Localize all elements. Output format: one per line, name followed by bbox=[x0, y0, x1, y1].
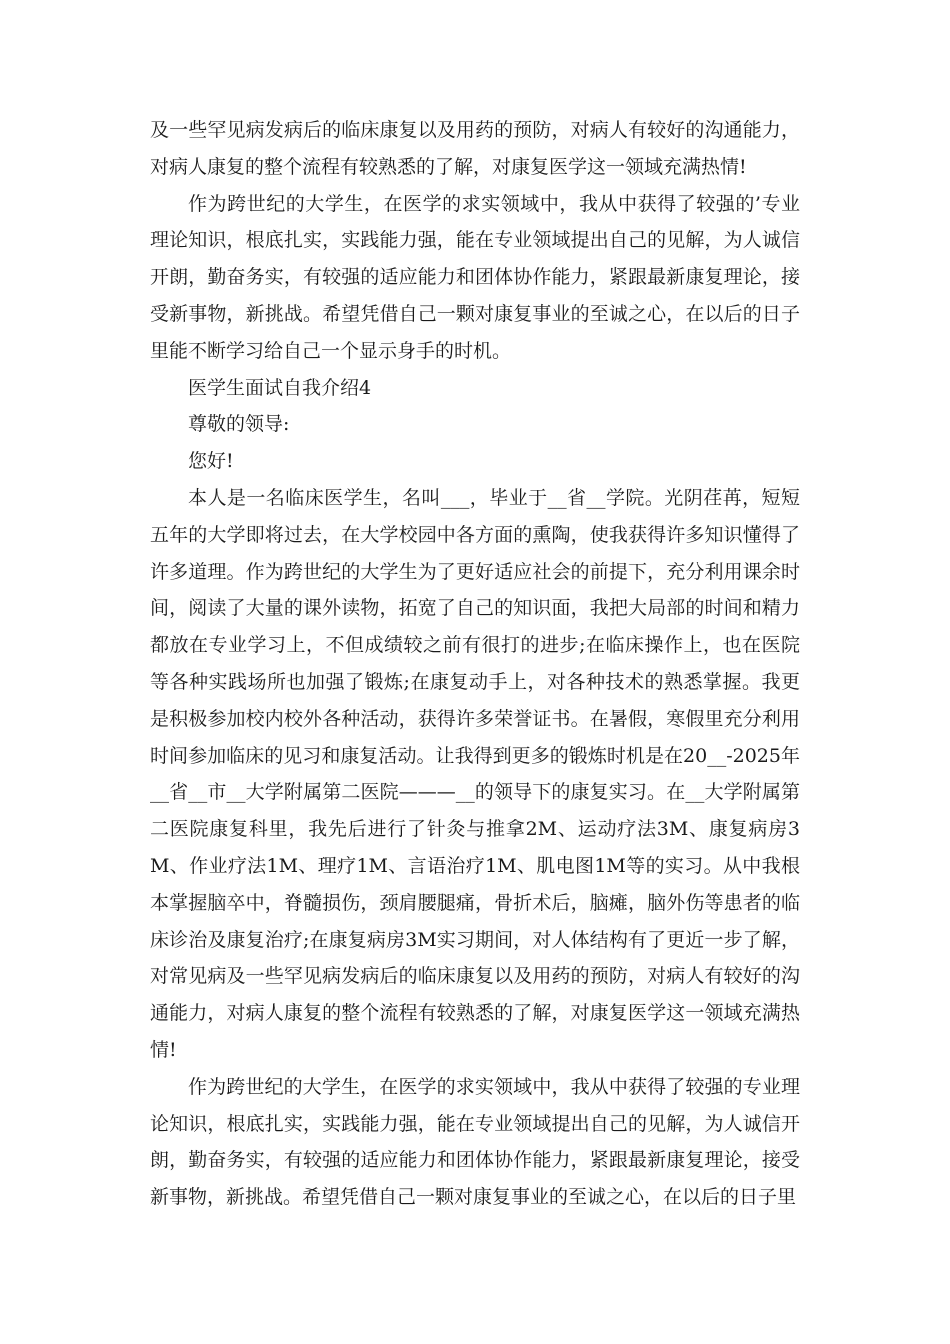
paragraph-body: 本人是一名临床医学生，名叫___，毕业于__省__学院。光阴荏苒，短短五年的大学即将过去，在大学校园中各方面的熏陶，使我获得许多知识懂得了许多道理。作为跨世纪的大学生为了更好适应社会的前提下，充分利用课余时间，阅读了大量的课外读物，拓宽了自己的知识面，我把大局部的时间和精力都放在专业学习上，不但成绩较之前有很打的进步;在临床操作上，也在医院等各种实践场所也加强了锻炼;在康复动手上，对各种技术的熟悉掌握。我更是积极参加校内校外各种活动，获得许多荣誉证书。在暑假，寒假里充分利用时间参加临床的见习和康复活动。让我得到更多的锻炼时机是在20__-2025年__省__市__大学附属第二医院———__的领导下的康复实习。在__大学附属第二医院康复科里，我先后进行了针灸与推拿2M、运动疗法3M、康复病房3M、作业疗法1M、理疗1M、言语治疗1M、肌电图1M等的实习。从中我根本掌握脑卒中，脊髓损伤，颈肩腰腿痛，骨折术后，脑瘫，脑外伤等患者的临床诊治及康复治疗;在康复病房3M实习期间，对人体结构有了更近一步了解，对常见病及一些罕见病发病后的临床康复以及用药的预防，对病人有较好的沟通能力，对病人康复的整个流程有较熟悉的了解，对康复医学这一领域充满热情! bbox=[150, 486, 800, 1061]
salutation: 尊敬的领导: bbox=[188, 413, 290, 436]
paragraph-continuation: 及一些罕见病发病后的临床康复以及用药的预防，对病人有较好的沟通能力，对病人康复的整个流程有较熟悉的了解，对康复医学这一领域充满热情! bbox=[150, 119, 800, 178]
document-page bbox=[150, 112, 800, 1216]
greeting: 您好! bbox=[188, 450, 234, 473]
paragraph-body: 作为跨世纪的大学生，在医学的求实领域中，我从中获得了较强的专业理论知识，根底扎实，实践能力强，能在专业领域提出自己的见解，为人诚信开朗，勤奋务实，有较强的适应能力和团体协作能力，紧跟最新康复理论，接受新事物，新挑战。希望凭借自己一颗对康复事业的至诚之心，在以后的日子里 bbox=[150, 1075, 800, 1209]
section-heading: 医学生面试自我介绍4 bbox=[188, 376, 372, 399]
paragraph-body: 作为跨世纪的大学生，在医学的求实领域中，我从中获得了较强的’专业理论知识，根底扎实，实践能力强，能在专业领域提出自己的见解，为人诚信开朗，勤奋务实，有较强的适应能力和团体协作能力，紧跟最新康复理论，接受新事物，新挑战。希望凭借自己一颗对康复事业的至诚之心，在以后的日子里能不断学习给自己一个显示身手的时机。 bbox=[150, 192, 800, 362]
